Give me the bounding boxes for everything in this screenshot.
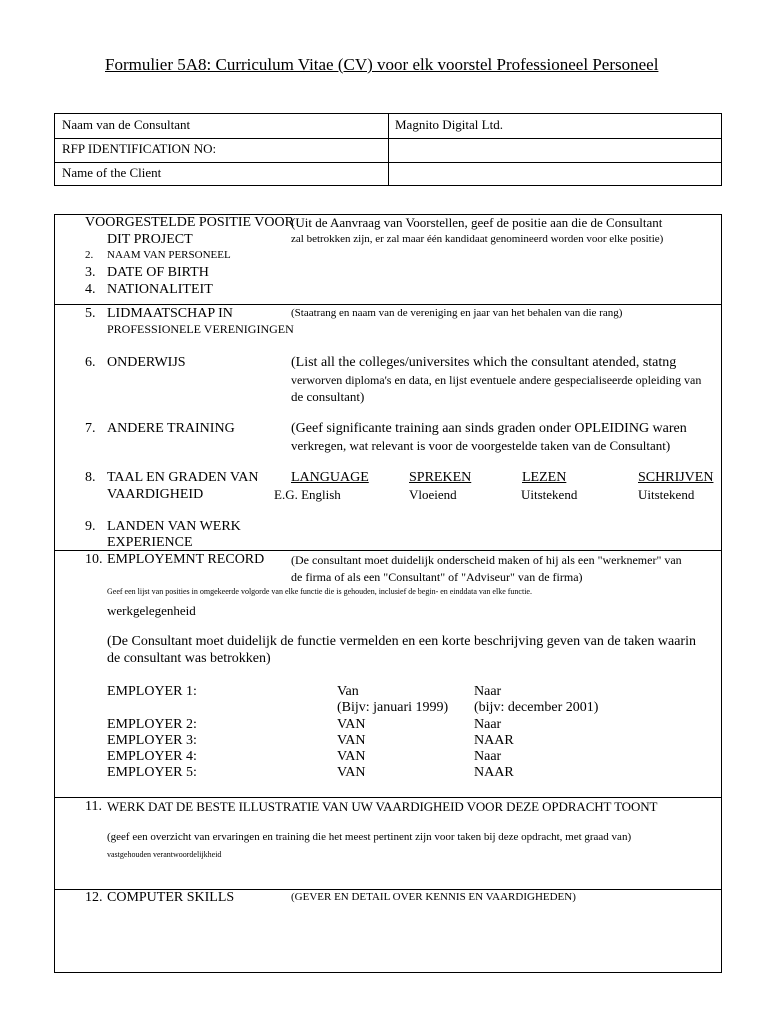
employment-record-note-2: de firma of als een "Consultant" of "Adviseur" van de firma) [291,570,583,584]
employer-5-to: NAAR [474,765,514,780]
speaking-column-header: SPREKEN [409,470,472,485]
best-work-label: WERK DAT DE BESTE ILLUSTRATIE VAN UW VAARDIGHEID VOOR DEZE OPDRACHT TOONT [107,799,658,814]
education-label: ONDERWIJS [107,355,186,370]
membership-label-2: PROFESSIONELE VERENIGINGEN [107,322,294,336]
employer-1-label: EMPLOYER 1: [107,684,197,699]
employer-4-to: Naar [474,749,502,764]
consultant-info-table [54,113,722,186]
language-example: E.G. English [274,487,341,502]
employment-list-instruction: Geef een lijst van posities in omgekeerde volgorde van elke functie die is gehouden, inclusief de begin- en einddata van elke functie. [107,587,532,596]
education-note-3: de consultant) [291,389,365,404]
employer-to-example: (bijv: december 2001) [474,700,599,715]
reading-example: Uitstekend [521,487,578,502]
section-number: 7. [85,421,96,436]
proposed-position-label-2: DIT PROJECT [107,232,193,247]
section-number: 11. [85,799,102,814]
rfp-id-value[interactable] [395,141,715,159]
nationality-label: NATIONALITEIT [107,282,213,297]
employer-2-label: EMPLOYER 2: [107,717,197,732]
employer-4-label: EMPLOYER 4: [107,749,197,764]
section-number: 4. [85,282,96,297]
other-training-label: ANDERE TRAINING [107,421,235,436]
staff-name-label: NAAM VAN PERSONEEL [107,249,231,261]
proposed-position-note: (Uit de Aanvraag van Voorstellen, geef de positie aan die de Consultant [291,215,663,230]
employer-from-example: (Bijv: januari 1999) [337,700,449,715]
writing-column-header: SCHRIJVEN [638,470,714,485]
employment-record-label: EMPLOYEMNT RECORD [107,552,265,567]
section-divider [55,797,721,798]
employer-1-to: Naar [474,684,502,699]
education-note-2: verworven diploma's en data, en lijst eventuele andere gespecialiseerde opleiding van [291,373,702,387]
section-divider [55,304,721,305]
speaking-example: Vloeiend [409,487,457,502]
consultant-name-value[interactable]: Magnito Digital Ltd. [395,117,503,132]
reading-column-header: LEZEN [522,470,567,485]
employer-3-label: EMPLOYER 3: [107,733,197,748]
membership-note: (Staatrang en naam van de vereniging en jaar van het behalen van die rang) [291,307,623,319]
employer-5-from: VAN [337,765,366,780]
section-number: 9. [85,519,96,534]
section-number: 10. [85,552,103,567]
countries-label: LANDEN VAN WERK [107,519,241,534]
section-number: 3. [85,265,96,280]
computer-skills-note: (GEVER EN DETAIL OVER KENNIS EN VAARDIGHEDEN) [291,891,576,903]
writing-example: Uitstekend [638,487,695,502]
client-name-label: Name of the Client [62,165,162,180]
language-column-header: LANGUAGE [291,470,369,485]
table-column-divider [388,114,389,185]
employer-1-from: Van [337,684,359,699]
employer-5-label: EMPLOYER 5: [107,765,197,780]
employer-3-from: VAN [337,733,366,748]
employer-3-to: NAAR [474,733,514,748]
employment-description: (De Consultant moet duidelijk de functie vermelden en een korte beschrijving geven van de taken waarin [107,634,696,649]
employer-4-from: VAN [337,749,366,764]
countries-label-2: EXPERIENCE [107,535,193,550]
other-training-note: (Geef significante training aan sinds graden onder OPLEIDING waren [291,421,687,436]
employment-subheading: werkgelegenheid [107,603,196,618]
language-label-2: VAARDIGHEID [107,487,204,502]
section-number: 8. [85,470,96,485]
section-number: 5. [85,306,96,321]
consultant-name-label: Naam van de Consultant [62,117,191,132]
language-label: TAAL EN GRADEN VAN [107,470,259,485]
employment-description-2: de consultant was betrokken) [107,651,271,666]
section-number: 2. [85,249,94,261]
date-of-birth-label: DATE OF BIRTH [107,265,209,280]
computer-skills-label: COMPUTER SKILLS [107,890,235,905]
cv-form [54,214,722,973]
proposed-position-note-2: zal betrokken zijn, er zal maar één kandidaat genomineerd worden voor elke positie) [291,233,664,245]
rfp-id-label: RFP IDENTIFICATION NO: [62,141,217,156]
best-work-note-2: vastgehouden verantwoordelijkheid [107,850,222,859]
employer-2-from: VAN [337,717,366,732]
proposed-position-label: VOORGESTELDE POSITIE VOOR [85,215,294,230]
best-work-note: (geef een overzicht van ervaringen en training die het meest pertinent zijn voor taken bij deze opdracht, met graad van) [107,831,632,843]
membership-label: LIDMAATSCHAP IN [107,306,233,321]
section-number: 12. [85,890,103,905]
education-note: (List all the colleges/universites which the consultant atended, statng [291,355,677,370]
client-name-value[interactable] [395,165,715,183]
page-title: Formulier 5A8: Curriculum Vitae (CV) voor elk voorstel Professioneel Personeel [105,55,659,74]
section-number: 6. [85,355,96,370]
employment-record-note: (De consultant moet duidelijk onderscheid maken of hij als een "werknemer" van [291,553,682,567]
other-training-note-2: verkregen, wat relevant is voor de voorgestelde taken van de Consultant) [291,438,671,453]
employer-2-to: Naar [474,717,502,732]
